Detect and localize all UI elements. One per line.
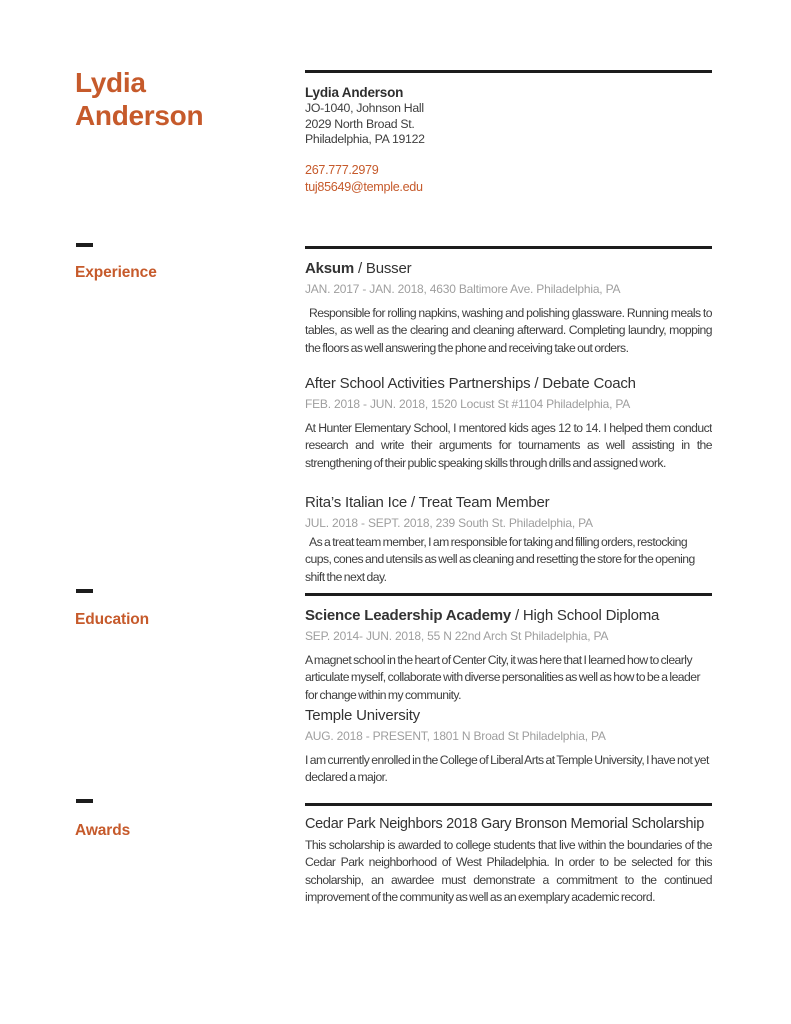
contact-name: Lydia Anderson	[305, 85, 404, 100]
experience-entry-after-school	[305, 374, 712, 472]
contact-phone: 267.777.2979	[305, 162, 379, 177]
awards-entry-cedar-park	[305, 815, 712, 906]
entry-title-role: Rita’s Italian Ice / Treat Team Member	[305, 494, 550, 511]
contact-address-line1: JO-1040, Johnson Hall	[305, 101, 424, 115]
entry-title	[305, 706, 712, 725]
entry-title-award: Cedar Park Neighbors 2018 Gary Bronson Memorial Scholarship	[305, 816, 704, 832]
entry-title-role: After School Activities Partnerships / Debate Coach	[305, 375, 636, 392]
entry-title	[305, 606, 712, 625]
experience-entry-aksum	[305, 259, 712, 357]
entry-description: At Hunter Elementary School, I mentored kids ages 12 to 14. I helped them conduct research and write their arguments for tournaments as well assisting in the strengthening of their public speaking skills through drills and assigned work.	[305, 421, 712, 470]
entry-description: Responsible for rolling napkins, washing and polishing glassware. Running meals to tables, as well as the clearing and cleaning afterward. Completing laundry, mopping the floors as well answering the phone and receiving take out orders.	[305, 306, 712, 355]
awards-section-heading: Awards	[75, 822, 131, 839]
entry-title-company: Aksum	[305, 260, 355, 277]
entry-title-degree: Temple University	[305, 707, 420, 724]
education-section-rule	[305, 593, 712, 596]
contact-comm-block	[305, 162, 712, 197]
contact-block	[305, 84, 712, 197]
entry-title-degree: / High School Diploma	[511, 607, 660, 624]
header-rule	[305, 70, 712, 73]
contact-address-line2: 2029 North Broad St.	[305, 116, 415, 131]
awards-section-dash	[76, 799, 93, 803]
experience-entry-ritas	[305, 493, 712, 586]
education-entry-sla	[305, 606, 712, 704]
entry-description: A magnet school in the heart of Center City, it was here that I learned how to clearly articulate myself, collaborate with diverse personalities as well as how to be a leader for change within my community.	[305, 653, 701, 702]
education-section-heading: Education	[75, 611, 150, 628]
contact-address-line3: Philadelphia, PA 19122	[305, 132, 425, 146]
education-entry-temple	[305, 706, 712, 787]
page-title: Lydia Anderson	[75, 67, 204, 131]
entry-title	[305, 374, 712, 393]
entry-description: This scholarship is awarded to college students that live within the boundaries of the Cedar Park neighborhood of West Philadelphia. In order to be selected for this scholarship, an awardee must demonstrate a commitment to the continued improvement of the community as well as an exemplary academic record.	[305, 838, 712, 904]
education-section-dash	[76, 589, 93, 593]
entry-description: As a treat team member, I am responsible for taking and filling orders, restocking cups, cones and utensils as well as cleaning and resetting the store for the opening shift the next day.	[305, 535, 695, 584]
entry-title	[305, 815, 712, 834]
entry-title	[305, 493, 712, 512]
entry-description: I am currently enrolled in the College of Liberal Arts at Temple University, I have not yet declared a major.	[305, 753, 709, 785]
entry-meta: JAN. 2017 - JAN. 2018, 4630 Baltimore Ave. Philadelphia, PA	[305, 282, 621, 296]
entry-meta: SEP. 2014- JUN. 2018, 55 N 22nd Arch St Philadelphia, PA	[305, 629, 609, 643]
awards-section-rule	[305, 803, 712, 806]
entry-title	[305, 259, 712, 278]
contact-email: tuj85649@temple.edu	[305, 180, 423, 194]
experience-section-heading: Experience	[75, 264, 157, 281]
experience-section-rule	[305, 246, 712, 249]
entry-title-school: Science Leadership Academy	[305, 607, 512, 624]
entry-title-role: / Busser	[354, 260, 412, 277]
entry-meta: JUL. 2018 - SEPT. 2018, 239 South St. Philadelphia, PA	[305, 516, 593, 530]
experience-section-dash	[76, 243, 93, 247]
entry-meta: FEB. 2018 - JUN. 2018, 1520 Locust St #1104 Philadelphia, PA	[305, 397, 631, 411]
entry-meta: AUG. 2018 - PRESENT, 1801 N Broad St Philadelphia, PA	[305, 729, 606, 743]
